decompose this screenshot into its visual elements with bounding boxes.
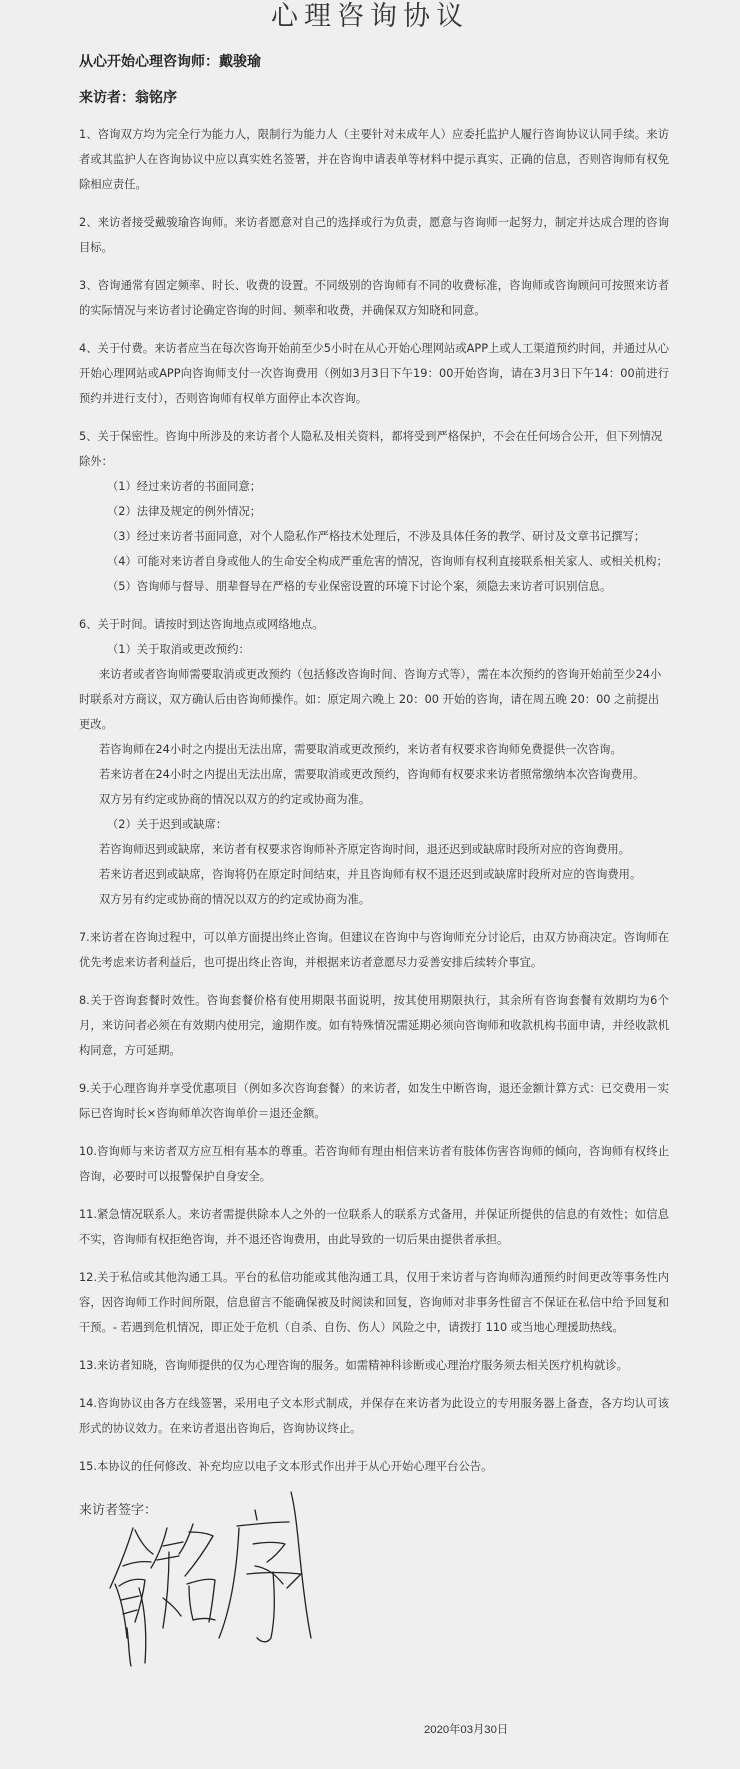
document-title: 心理咨询协议 [271, 1, 469, 32]
clause-6 [79, 612, 669, 912]
clause-1: 1、咨询双方均为完全行为能力人，限制行为能力人（主要针对未成年人）应委托监护人履行咨询协议认同手续。来访者或其监护人在咨询协议中应以真实姓名签署，并在咨询申请表单等材料中提示真实、正确的信息，否则咨询师有权免除相应责任。 [79, 128, 669, 191]
consultant-line: 从心开始心理咨询师：戴骏瑜 [79, 54, 261, 70]
agreement-content [79, 52, 669, 1521]
clause-6-sub1-item: 双方另有约定或协商的情况以双方的约定或协商为准。 [99, 793, 371, 806]
clause-5-item: （3）经过来访者书面同意，对个人隐私作严格技术处理后，不涉及具体任务的教学、研讨及文章书记撰写； [107, 530, 646, 543]
clause-2: 2、来访者接受戴骏瑜咨询师。来访者愿意对自己的选择或行为负责，愿意与咨询师一起努力，制定并达成合理的咨询目标。 [79, 216, 669, 254]
clause-6-intro: 6、关于时间。请按时到达咨询地点或网络地点。 [79, 618, 324, 631]
clause-6-sub2-item: 双方另有约定或协商的情况以双方的约定或协商为准。 [99, 893, 371, 906]
clause-12: 12.关于私信或其他沟通工具。平台的私信功能或其他沟通工具，仅用于来访者与咨询师沟通预约时间更改等事务性内容，因咨询师工作时间所限，信息留言不能确保被及时阅读和回复，咨询师对非事务性留言不保证在私信中给予回复和干预。- 若遇到危机情况，即正处于危机（自杀、自伤、伤人）风险之中，请拨打 110 或当地心理援助热线。 [79, 1271, 669, 1334]
visitor-line: 来访者：翁铭序 [79, 90, 177, 106]
clause-14: 14.咨询协议由各方在线签署，采用电子文本形式制成，并保存在来访者为此设立的专用服务器上备查，各方均认可该形式的协议效力。在来访者退出咨询后，咨询协议终止。 [79, 1397, 669, 1435]
handwritten-signature [105, 1488, 315, 1668]
clause-7: 7.来访者在咨询过程中，可以单方面提出终止咨询。但建议在咨询中与咨询师充分讨论后，由双方协商决定。咨询师在优先考虑来访者利益后，也可提出终止咨询，并根据来访者意愿尽力妥善安排后续转介事宜。 [79, 931, 669, 969]
clause-5-item: （2）法律及规定的例外情况； [107, 505, 262, 518]
clause-5-item: （1）经过来访者的书面同意； [107, 480, 262, 493]
signature-label: 来访者签字： [79, 1503, 158, 1518]
clause-8: 8.关于咨询套餐时效性。咨询套餐价格有使用期限书面说明，按其使用期限执行，其余所有咨询套餐有效期均为6个月，来访问者必须在有效期内使用完，逾期作废。如有特殊情况需延期必须向咨询师和收款机构书面申请，并经收款机构同意，方可延期。 [79, 994, 669, 1057]
clause-6-sub1-title: （1）关于取消或更改预约： [107, 643, 250, 656]
clause-5 [79, 424, 669, 599]
clause-6-sub1-item: 若来访者在24小时之内提出无法出席，需要取消或更改预约，咨询师有权要求来访者照常缴纳本次咨询费用。 [99, 768, 645, 781]
clause-13: 13.来访者知晓，咨询师提供的仅为心理咨询的服务。如需精神科诊断或心理治疗服务须去相关医疗机构就诊。 [79, 1359, 628, 1372]
clause-6-sub2-title: （2）关于迟到或缺席： [107, 818, 228, 831]
clause-4: 4、关于付费。来访者应当在每次咨询开始前至少5小时在从心开始心理网站或APP上或人工渠道预约时间，并通过从心开始心理网站或APP向咨询师支付一次咨询费用（例如3月3日下午19：00开始咨询，请在3月3日下午14：00前进行预约并进行支付），否则咨询师有权单方面停止本次咨询。 [79, 342, 669, 405]
clause-5-intro: 5、关于保密性。咨询中所涉及的来访者个人隐私及相关资料，都将受到严格保护，不会在任何场合公开，但下列情况除外： [79, 430, 663, 468]
signature-date: 2020年03月30日 [424, 1724, 509, 1736]
clause-11: 11.紧急情况联系人。来访者需提供除本人之外的一位联系人的联系方式备用，并保证所提供的信息的有效性；如信息不实，咨询师有权拒绝咨询，并不退还咨询费用，由此导致的一切后果由提供者承担。 [79, 1208, 669, 1246]
clause-5-item: （5）咨询师与督导、朋辈督导在严格的专业保密设置的环境下讨论个案，须隐去来访者可识别信息。 [107, 580, 612, 593]
clause-9: 9.关于心理咨询并享受优惠项目（例如多次咨询套餐）的来访者，如发生中断咨询，退还金额计算方式：已交费用－实际已咨询时长×咨询师单次咨询单价＝退还金额。 [79, 1082, 669, 1120]
clause-10: 10.咨询师与来访者双方应互相有基本的尊重。若咨询师有理由相信来访者有肢体伤害咨询师的倾向，咨询师有权终止咨询，必要时可以报警保护自身安全。 [79, 1145, 669, 1183]
clause-6-sub1-text: 来访者或者咨询师需要取消或更改预约（包括修改咨询时间、咨询方式等），需在本次预约的咨询开始前至少24小时联系对方商议，双方确认后由咨询师操作。如：原定周六晚上 20：00 开始的咨询，请在周五晚 20：00 之前提出更改。 [79, 668, 662, 731]
clause-6-sub2-item: 若咨询师迟到或缺席，来访者有权要求咨询师补齐原定咨询时间，退还迟到或缺席时段所对应的咨询费用。 [99, 843, 630, 856]
clause-5-item: （4）可能对来访者自身或他人的生命安全构成严重危害的情况，咨询师有权利直接联系相关家人、或相关机构； [107, 555, 668, 568]
clause-6-sub2-item: 若来访者迟到或缺席，咨询将仍在原定时间结束，并且咨询师有权不退还迟到或缺席时段所对应的咨询费用。 [99, 868, 642, 881]
clause-3: 3、咨询通常有固定频率、时长、收费的设置。不同级别的咨询师有不同的收费标准，咨询师或咨询顾问可按照来访者的实际情况与来访者讨论确定咨询的时间、频率和收费，并确保双方知晓和同意。 [79, 279, 669, 317]
clause-15: 15.本协议的任何修改、补充均应以电子文本形式作出并于从心开始心理平台公告。 [79, 1460, 493, 1473]
clause-6-sub1-item: 若咨询师在24小时之内提出无法出席，需要取消或更改预约，来访者有权要求咨询师免费提供一次咨询。 [99, 743, 622, 756]
